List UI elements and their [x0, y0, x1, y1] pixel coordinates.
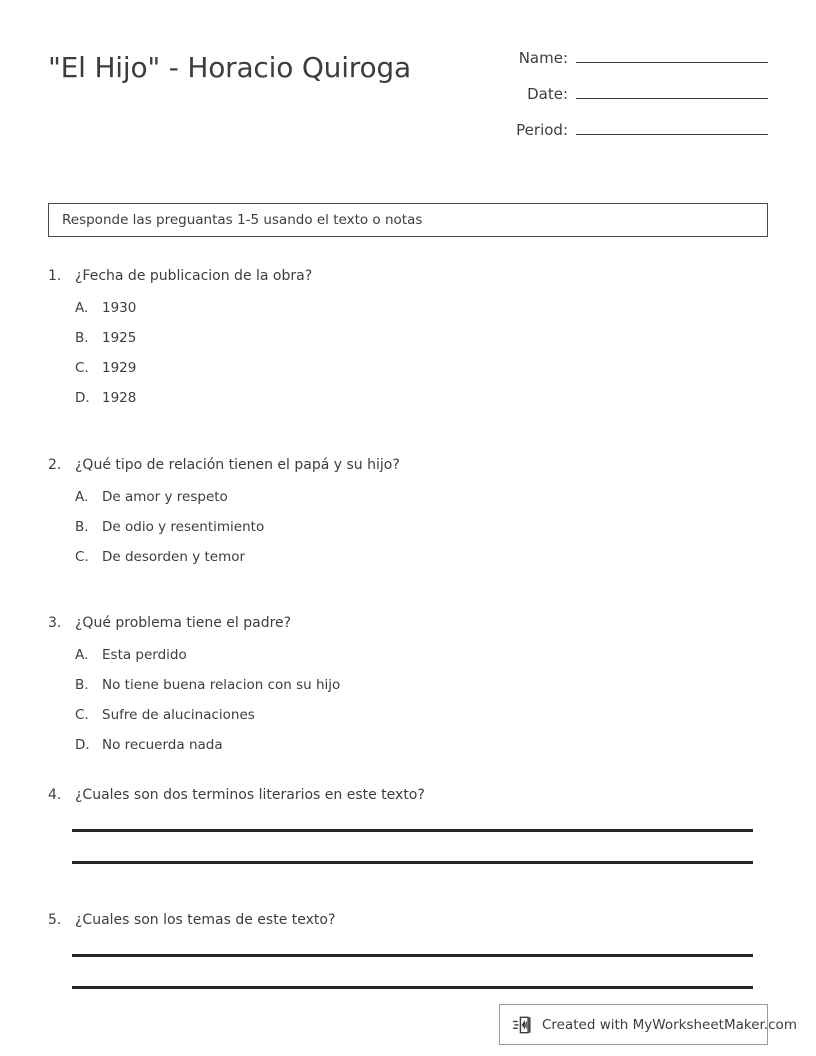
- date-field-label: Date:: [527, 85, 568, 103]
- option-text: 1925: [102, 330, 137, 346]
- page-title: "El Hijo" - Horacio Quiroga: [48, 51, 411, 84]
- question-number: 3.: [48, 615, 62, 631]
- question-prompt-row: [48, 268, 768, 284]
- question-item: [48, 912, 768, 989]
- option-letter: C.: [75, 549, 89, 565]
- answer-options: [75, 300, 768, 420]
- directions-box: [48, 203, 768, 237]
- worksheet-header: [48, 44, 768, 139]
- question-item: [48, 787, 768, 864]
- answer-option[interactable]: [75, 737, 768, 767]
- name-field-label: Name:: [518, 49, 568, 67]
- questions-list: [48, 268, 768, 989]
- date-field-row: [498, 82, 768, 103]
- question-number: 2.: [48, 457, 62, 473]
- option-text: 1929: [102, 360, 137, 376]
- answer-write-in-area: [72, 829, 768, 864]
- period-field-label: Period:: [516, 121, 568, 139]
- answer-option[interactable]: [75, 390, 768, 420]
- question-number: 1.: [48, 268, 62, 284]
- option-letter: C.: [75, 707, 89, 723]
- answer-option[interactable]: [75, 519, 768, 549]
- answer-options: [75, 489, 768, 579]
- option-text: De desorden y temor: [102, 549, 246, 565]
- answer-option[interactable]: [75, 707, 768, 737]
- answer-option[interactable]: [75, 360, 768, 390]
- question-text: ¿Qué tipo de relación tienen el papá y su hijo?: [75, 457, 400, 473]
- question-text: ¿Cuales son los temas de este texto?: [75, 912, 336, 928]
- date-input[interactable]: [576, 82, 768, 99]
- option-letter: B.: [75, 677, 89, 693]
- option-letter: C.: [75, 360, 89, 376]
- attribution-badge[interactable]: [499, 1004, 797, 1045]
- option-letter: B.: [75, 519, 89, 535]
- option-text: No tiene buena relacion con su hijo: [102, 677, 341, 693]
- question-prompt-row: [48, 787, 768, 803]
- question-text: ¿Qué problema tiene el padre?: [75, 615, 292, 631]
- option-text: 1928: [102, 390, 137, 406]
- period-input[interactable]: [576, 118, 768, 135]
- answer-option[interactable]: [75, 647, 768, 677]
- answer-option[interactable]: [75, 489, 768, 519]
- directions-text: Responde las preguantas 1-5 usando el texto o notas: [62, 212, 423, 228]
- answer-write-in-line[interactable]: [72, 954, 753, 957]
- myworksheetmaker-logo-icon: [512, 1014, 534, 1036]
- period-field-row: [498, 118, 768, 139]
- question-item: [48, 457, 768, 579]
- answer-write-in-line[interactable]: [72, 861, 753, 864]
- answer-option[interactable]: [75, 549, 768, 579]
- option-text: 1930: [102, 300, 137, 316]
- answer-write-in-area: [72, 954, 768, 989]
- option-text: De odio y resentimiento: [102, 519, 265, 535]
- answer-option[interactable]: [75, 300, 768, 330]
- answer-options: [75, 647, 768, 767]
- name-input[interactable]: [576, 46, 768, 63]
- question-item: [48, 268, 768, 420]
- answer-write-in-line[interactable]: [72, 986, 753, 989]
- question-number: 4.: [48, 787, 62, 803]
- question-prompt-row: [48, 912, 768, 928]
- option-letter: A.: [75, 489, 89, 505]
- option-text: Sufre de alucinaciones: [102, 707, 255, 723]
- option-text: De amor y respeto: [102, 489, 228, 505]
- question-item: [48, 615, 768, 767]
- question-text: ¿Cuales son dos terminos literarios en este texto?: [75, 787, 425, 803]
- question-text: ¿Fecha de publicacion de la obra?: [75, 268, 313, 284]
- answer-option[interactable]: [75, 330, 768, 360]
- option-text: No recuerda nada: [102, 737, 223, 753]
- student-info-fields: [498, 44, 768, 139]
- attribution-text: Created with MyWorksheetMaker.com: [542, 1016, 797, 1033]
- option-letter: D.: [75, 737, 90, 753]
- question-number: 5.: [48, 912, 62, 928]
- answer-write-in-line[interactable]: [72, 829, 753, 832]
- option-letter: A.: [75, 300, 89, 316]
- option-letter: B.: [75, 330, 89, 346]
- name-field-row: [498, 46, 768, 67]
- question-prompt-row: [48, 615, 768, 631]
- answer-option[interactable]: [75, 677, 768, 707]
- option-letter: D.: [75, 390, 90, 406]
- option-letter: A.: [75, 647, 89, 663]
- question-prompt-row: [48, 457, 768, 473]
- option-text: Esta perdido: [102, 647, 187, 663]
